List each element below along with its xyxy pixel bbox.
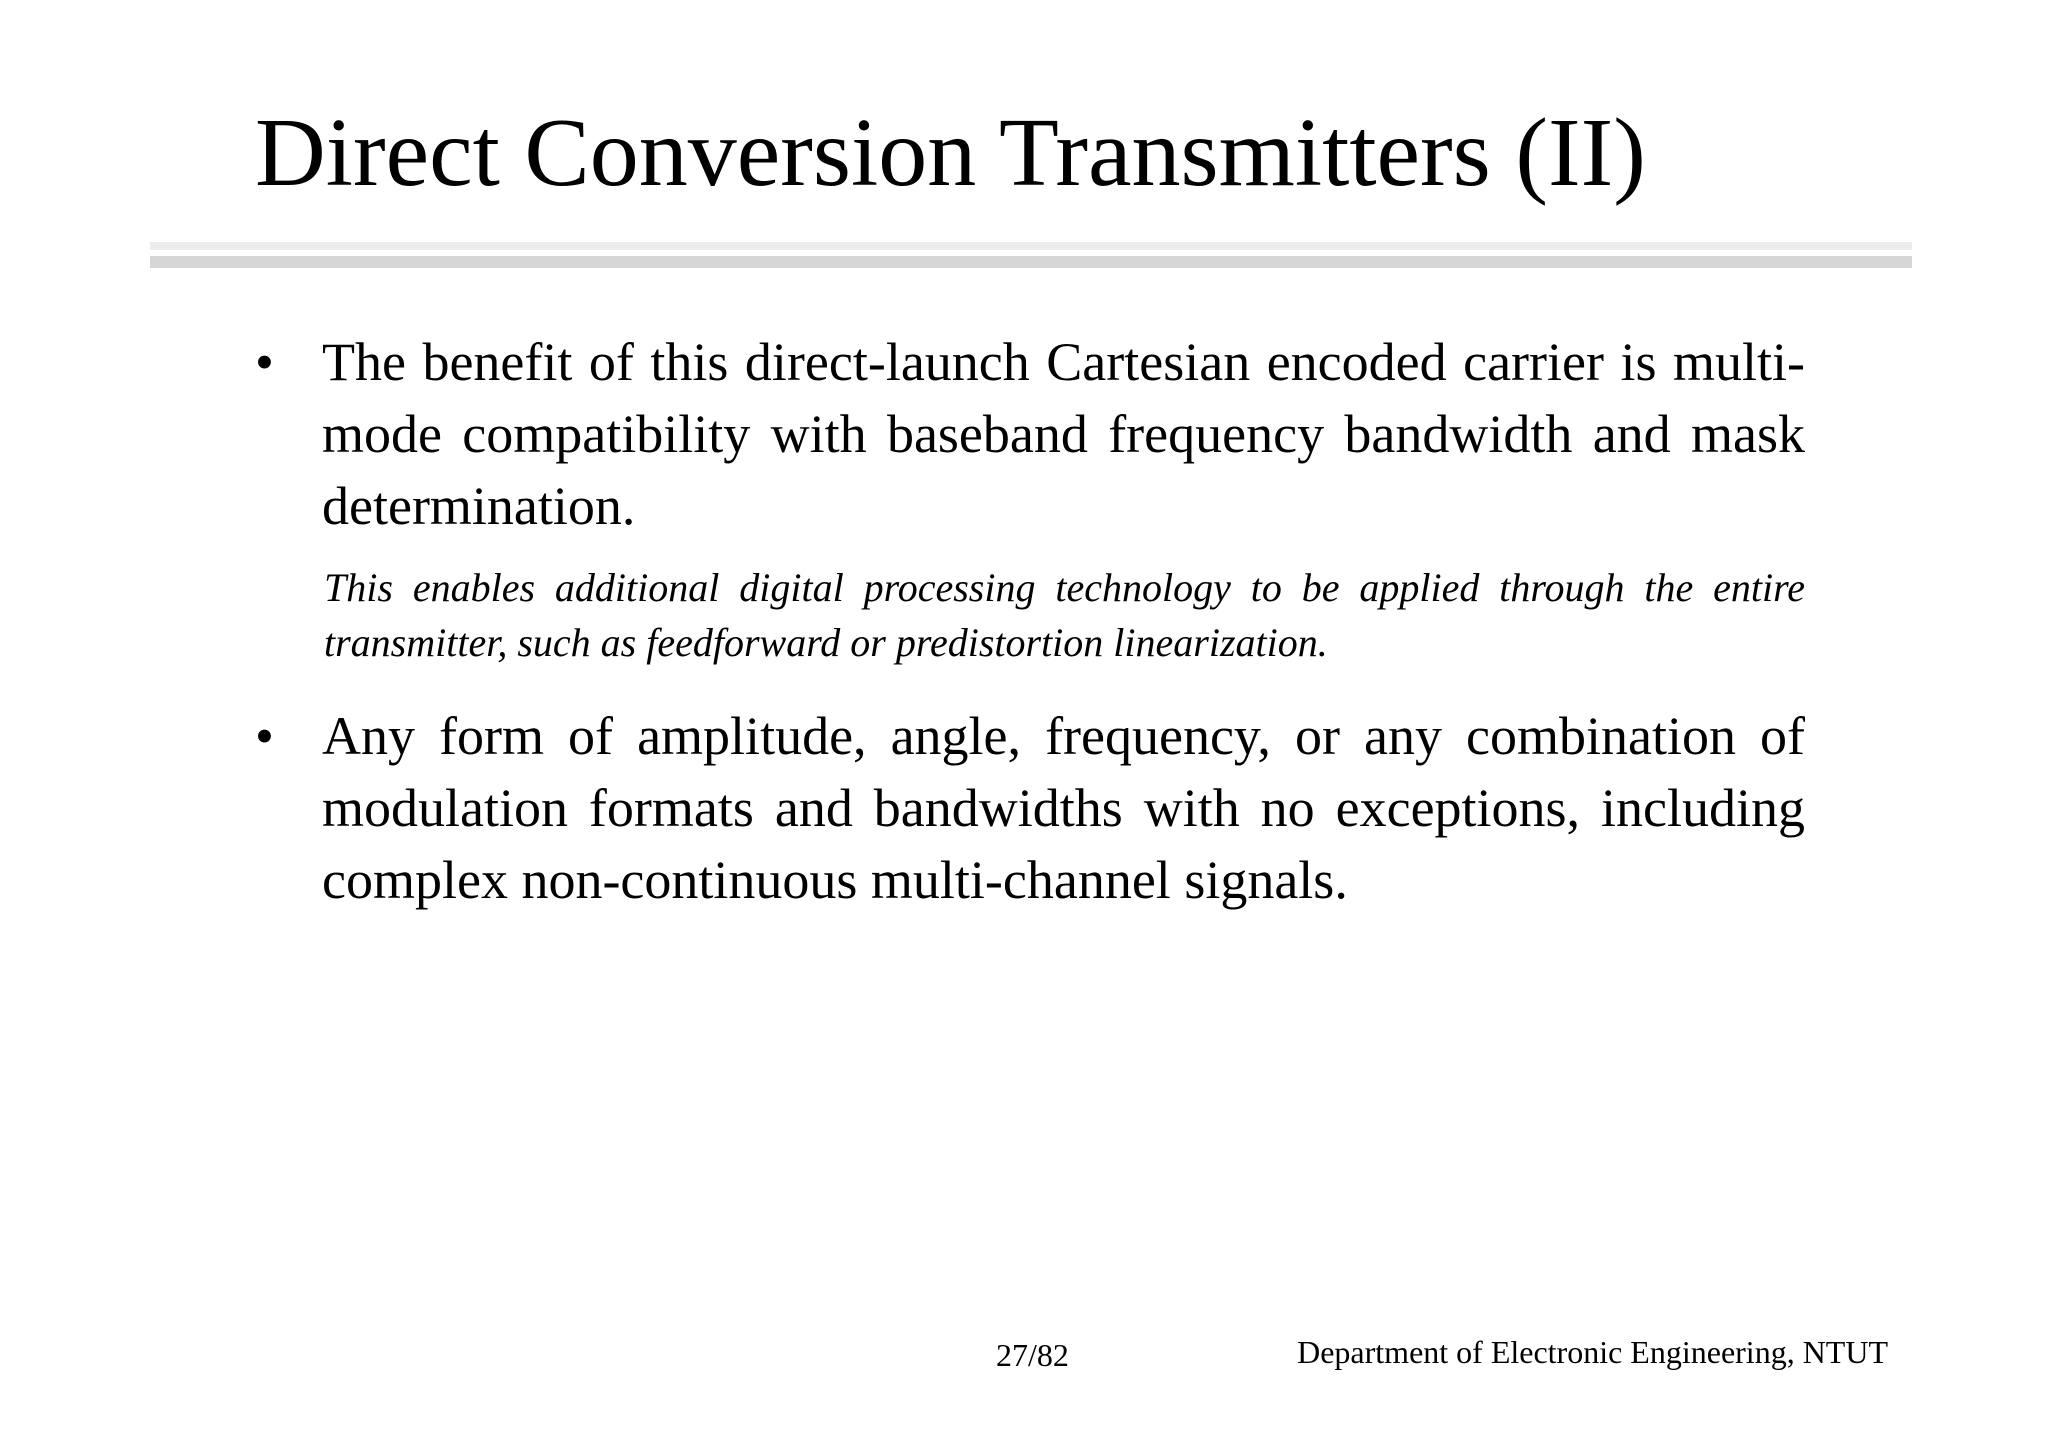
bullet-text: The benefit of this direct-launch Cartesian encoded carrier is multi-mode compatibility with baseband frequency bandwidth and mask determination. [322, 332, 1805, 536]
footer-department: Department of Electronic Engineering, NTUT [1297, 1334, 1888, 1370]
italic-note: This enables additional digital processing technology to be applied through the entire transmitter, such as feedforward or predistortion linearization. [324, 565, 1805, 665]
page-number: 27/82 [996, 1337, 1069, 1373]
bullet-item [255, 326, 1805, 542]
bullet-item [255, 700, 1805, 916]
slide-title: Direct Conversion Transmitters (II) [255, 99, 1646, 207]
bullet-marker: • [255, 706, 274, 766]
bullet-text: Any form of amplitude, angle, frequency, or any combination of modulation formats and bandwidths with no exceptions, including complex non-continuous multi-channel signals. [322, 706, 1805, 910]
bullet-marker: • [255, 332, 274, 392]
title-divider-dark [150, 256, 1912, 268]
title-divider-light [150, 242, 1912, 250]
